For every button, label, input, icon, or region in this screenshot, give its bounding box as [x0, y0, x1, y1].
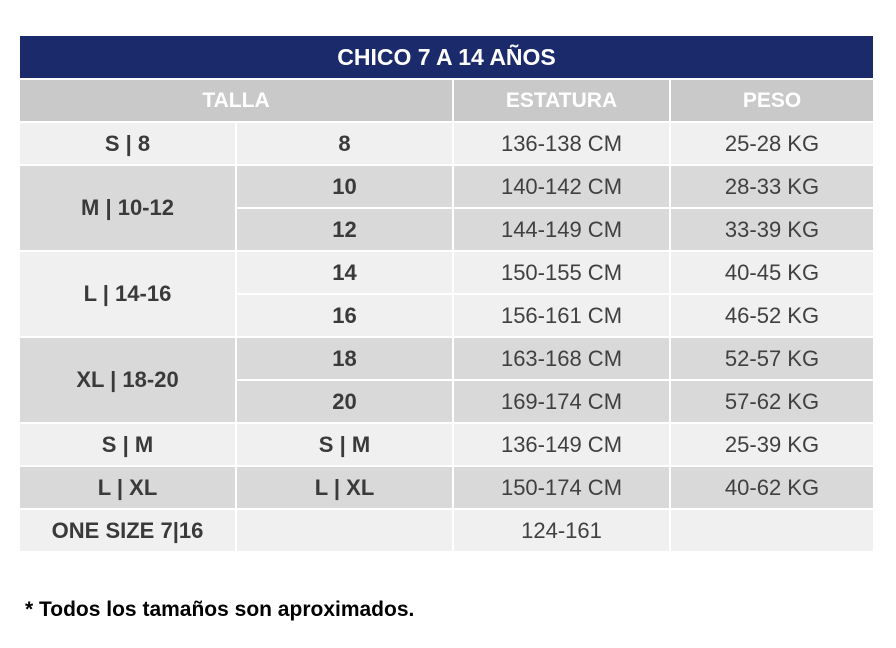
size-cell: L | XL [237, 467, 452, 508]
group-label: L | 14-16 [20, 252, 235, 336]
height-cell: 144-149 CM [454, 209, 669, 250]
header-estatura: ESTATURA [454, 80, 669, 121]
header-peso: PESO [671, 80, 873, 121]
weight-cell: 46-52 KG [671, 295, 873, 336]
header-talla: TALLA [20, 80, 452, 121]
weight-cell: 25-28 KG [671, 123, 873, 164]
group-label: ONE SIZE 7|16 [20, 510, 235, 551]
size-cell: 14 [237, 252, 452, 293]
size-cell: 12 [237, 209, 452, 250]
height-cell: 150-174 CM [454, 467, 669, 508]
weight-cell: 52-57 KG [671, 338, 873, 379]
size-cell: 18 [237, 338, 452, 379]
table-title: CHICO 7 A 14 AÑOS [20, 36, 873, 78]
weight-cell: 57-62 KG [671, 381, 873, 422]
height-cell: 150-155 CM [454, 252, 669, 293]
height-cell: 136-149 CM [454, 424, 669, 465]
size-cell: 8 [237, 123, 452, 164]
size-cell: 10 [237, 166, 452, 207]
group-label: S | M [20, 424, 235, 465]
size-cell: 16 [237, 295, 452, 336]
weight-cell: 25-39 KG [671, 424, 873, 465]
size-cell: S | M [237, 424, 452, 465]
group-label: M | 10-12 [20, 166, 235, 250]
weight-cell [671, 510, 873, 551]
weight-cell: 33-39 KG [671, 209, 873, 250]
height-cell: 136-138 CM [454, 123, 669, 164]
height-cell: 140-142 CM [454, 166, 669, 207]
weight-cell: 40-62 KG [671, 467, 873, 508]
weight-cell: 28-33 KG [671, 166, 873, 207]
group-label: L | XL [20, 467, 235, 508]
group-label: XL | 18-20 [20, 338, 235, 422]
size-chart-table [20, 36, 873, 551]
size-cell: 20 [237, 381, 452, 422]
group-label: S | 8 [20, 123, 235, 164]
footnote: * Todos los tamaños son aproximados. [25, 598, 415, 621]
height-cell: 156-161 CM [454, 295, 669, 336]
weight-cell: 40-45 KG [671, 252, 873, 293]
size-cell [237, 510, 452, 551]
height-cell: 169-174 CM [454, 381, 669, 422]
height-cell: 163-168 CM [454, 338, 669, 379]
height-cell: 124-161 [454, 510, 669, 551]
